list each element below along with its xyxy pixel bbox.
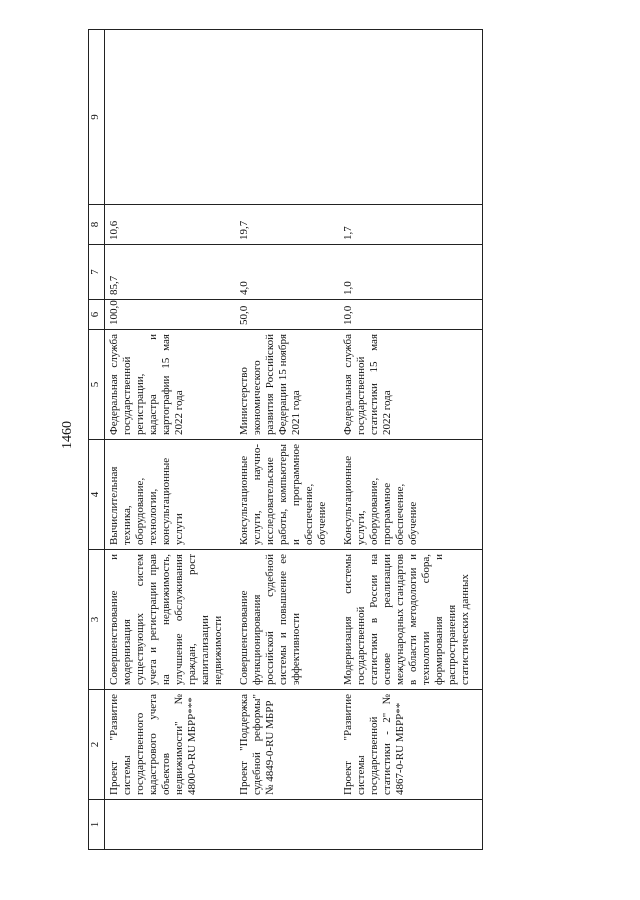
cell-number: [339, 800, 483, 850]
cell-goal: Модернизация системы государственной статистики в России на основе реализации международных стандартов в области методологии и технологии сбора, формирования и распространения статистических данных: [339, 550, 483, 690]
col-header-9: 9: [89, 30, 105, 205]
rotated-content: [60, 30, 630, 850]
table-row: [235, 30, 339, 850]
col-header-2: 2: [89, 690, 105, 800]
cell-project: Проект "Развитие системы государственной статистики - 2" № 4867-0-RU МБРР**: [339, 690, 483, 800]
cell-value-9: [235, 30, 339, 205]
col-header-7: 7: [89, 245, 105, 300]
col-header-6: 6: [89, 300, 105, 330]
cell-executor: Федеральная служба государственной регистрации, кадастра и картографии 15 мая 2022 года: [105, 330, 236, 440]
cell-items: Консультационные услуги, научно-исследовательские работы, компьютеры и программное обеспечение, обучение: [235, 440, 339, 550]
cell-value-7: 85,7: [105, 245, 236, 300]
cell-value-8: 10,6: [105, 205, 236, 245]
cell-value-6: 100,0: [105, 300, 236, 330]
cell-value-7: 4,0: [235, 245, 339, 300]
cell-project: Проект "Развитие системы государственного кадастрового учета объектов недвижимости" № 4800-0-RU МБРР***: [105, 690, 236, 800]
cell-number: [235, 800, 339, 850]
col-header-8: 8: [89, 205, 105, 245]
cell-value-6: 50,0: [235, 300, 339, 330]
cell-value-8: 19,7: [235, 205, 339, 245]
table-row: [339, 30, 483, 850]
col-header-1: 1: [89, 800, 105, 850]
cell-goal: Совершенствование и модернизация существующих систем учета и регистрации прав на недвижимость, улучшение обслуживания граждан, рост капитализации недвижимости: [105, 550, 236, 690]
cell-number: [105, 800, 236, 850]
cell-value-8: 1,7: [339, 205, 483, 245]
data-table: [88, 29, 483, 850]
col-header-4: 4: [89, 440, 105, 550]
cell-project: Проект "Поддержка судебной реформы" № 4849-0-RU МБРР: [235, 690, 339, 800]
cell-executor: Федеральная служба государственной статистики 15 мая 2022 года: [339, 330, 483, 440]
cell-value-9: [105, 30, 236, 205]
cell-value-7: 1,0: [339, 245, 483, 300]
cell-value-6: 10,0: [339, 300, 483, 330]
col-header-5: 5: [89, 330, 105, 440]
cell-goal: Совершенствование функционирования российской судебной системы и повышение ее эффективности: [235, 550, 339, 690]
cell-items: Вычислительная техника, оборудование, технологии, консультационные услуги: [105, 440, 236, 550]
cell-value-9: [339, 30, 483, 205]
header-row: [89, 30, 105, 850]
table-row: [105, 30, 236, 850]
col-header-3: 3: [89, 550, 105, 690]
page-number: 1460: [60, 421, 75, 449]
cell-items: Консультационные услуги, оборудование, программное обеспечение, обучение: [339, 440, 483, 550]
cell-executor: Министерство экономического развития Российской Федерации 15 ноября 2021 года: [235, 330, 339, 440]
